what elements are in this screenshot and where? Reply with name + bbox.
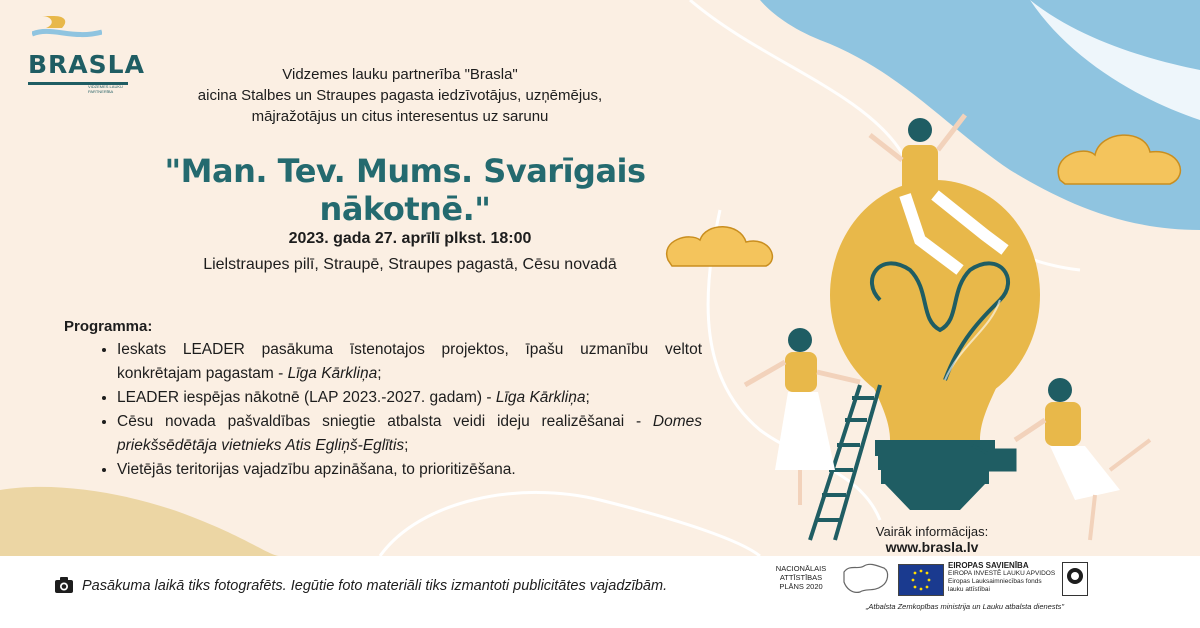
list-item: • Cēsu novada pašvaldības sniegtie atbalsta veidi ideju realizēšanai - Domes priekšsēdētāja vietnieks Atis Egliņš-Eglītis; <box>117 410 702 458</box>
latvia-map-icon <box>840 558 892 598</box>
footer <box>0 556 1200 628</box>
event-place: Lielstraupes pilī, Straupē, Straupes pagastā, Cēsu novadā <box>203 256 617 273</box>
website-link[interactable]: www.brasla.lv <box>885 539 979 555</box>
swoosh-line <box>380 492 760 556</box>
sand-shape <box>0 487 280 556</box>
eu-flag-icon <box>898 564 944 596</box>
logo-name: BRASLA <box>28 50 145 79</box>
intro-text <box>150 64 650 127</box>
woman-right-illustration <box>972 378 1150 540</box>
list-item: • Ieskats LEADER pasākuma īstenotajos projektos, īpašu uzmanību veltot konkrētajam pagastam - Līga Kārkliņa; <box>117 338 702 386</box>
logo-wave-icon <box>32 14 102 46</box>
event-headline: "Man. Tev. Mums. Svarīgais nākotnē." <box>164 152 646 228</box>
more-info <box>872 524 992 555</box>
photo-notice: Pasākuma laikā tiks fotografēts. Iegūtie foto materiāli tiks izmantoti publicitātes vajadzībām. <box>82 578 668 594</box>
leader-logo-icon <box>1062 562 1088 596</box>
list-item: • Vietējās teritorijas vajadzību apzināšana, to prioritizēšana. <box>117 458 702 482</box>
intro-line: Vidzemes lauku partnerība "Brasla" <box>282 66 518 83</box>
program-title: Programma: <box>64 318 153 335</box>
event-date: 2023. gada 27. aprīlī plkst. 18:00 <box>288 230 532 247</box>
nap-logo: NACIONĀLAIS ATTĪSTĪBAS PLĀNS 2020 <box>775 564 827 591</box>
intro-line: aicina Stalbes un Straupes pagasta iedzīvotājus, uzņēmējus, <box>197 87 603 104</box>
list-item: • LEADER iespējas nākotnē (LAP 2023.-2027. gadam) - Līga Kārkliņa; <box>117 386 702 410</box>
brasla-logo <box>28 14 145 94</box>
logo-subtitle: VIDZEMES LAUKU PARTNERĪBA <box>88 84 123 94</box>
program-list <box>95 338 702 482</box>
camera-icon <box>55 577 73 593</box>
intro-line: mājražotājus un citus interesentus uz sarunu <box>251 108 549 125</box>
support-note: „Atbalsta Zemkopības ministrija un Lauku atbalsta dienests" <box>865 602 1065 611</box>
more-info-label: Vairāk informācijas: <box>875 524 989 539</box>
eu-label: EIROPAS SAVIENĪBA EIROPA INVESTĒ LAUKU APVIDOS Eiropas Lauksaimniecības fonds lauku attīstībai <box>948 561 1056 593</box>
